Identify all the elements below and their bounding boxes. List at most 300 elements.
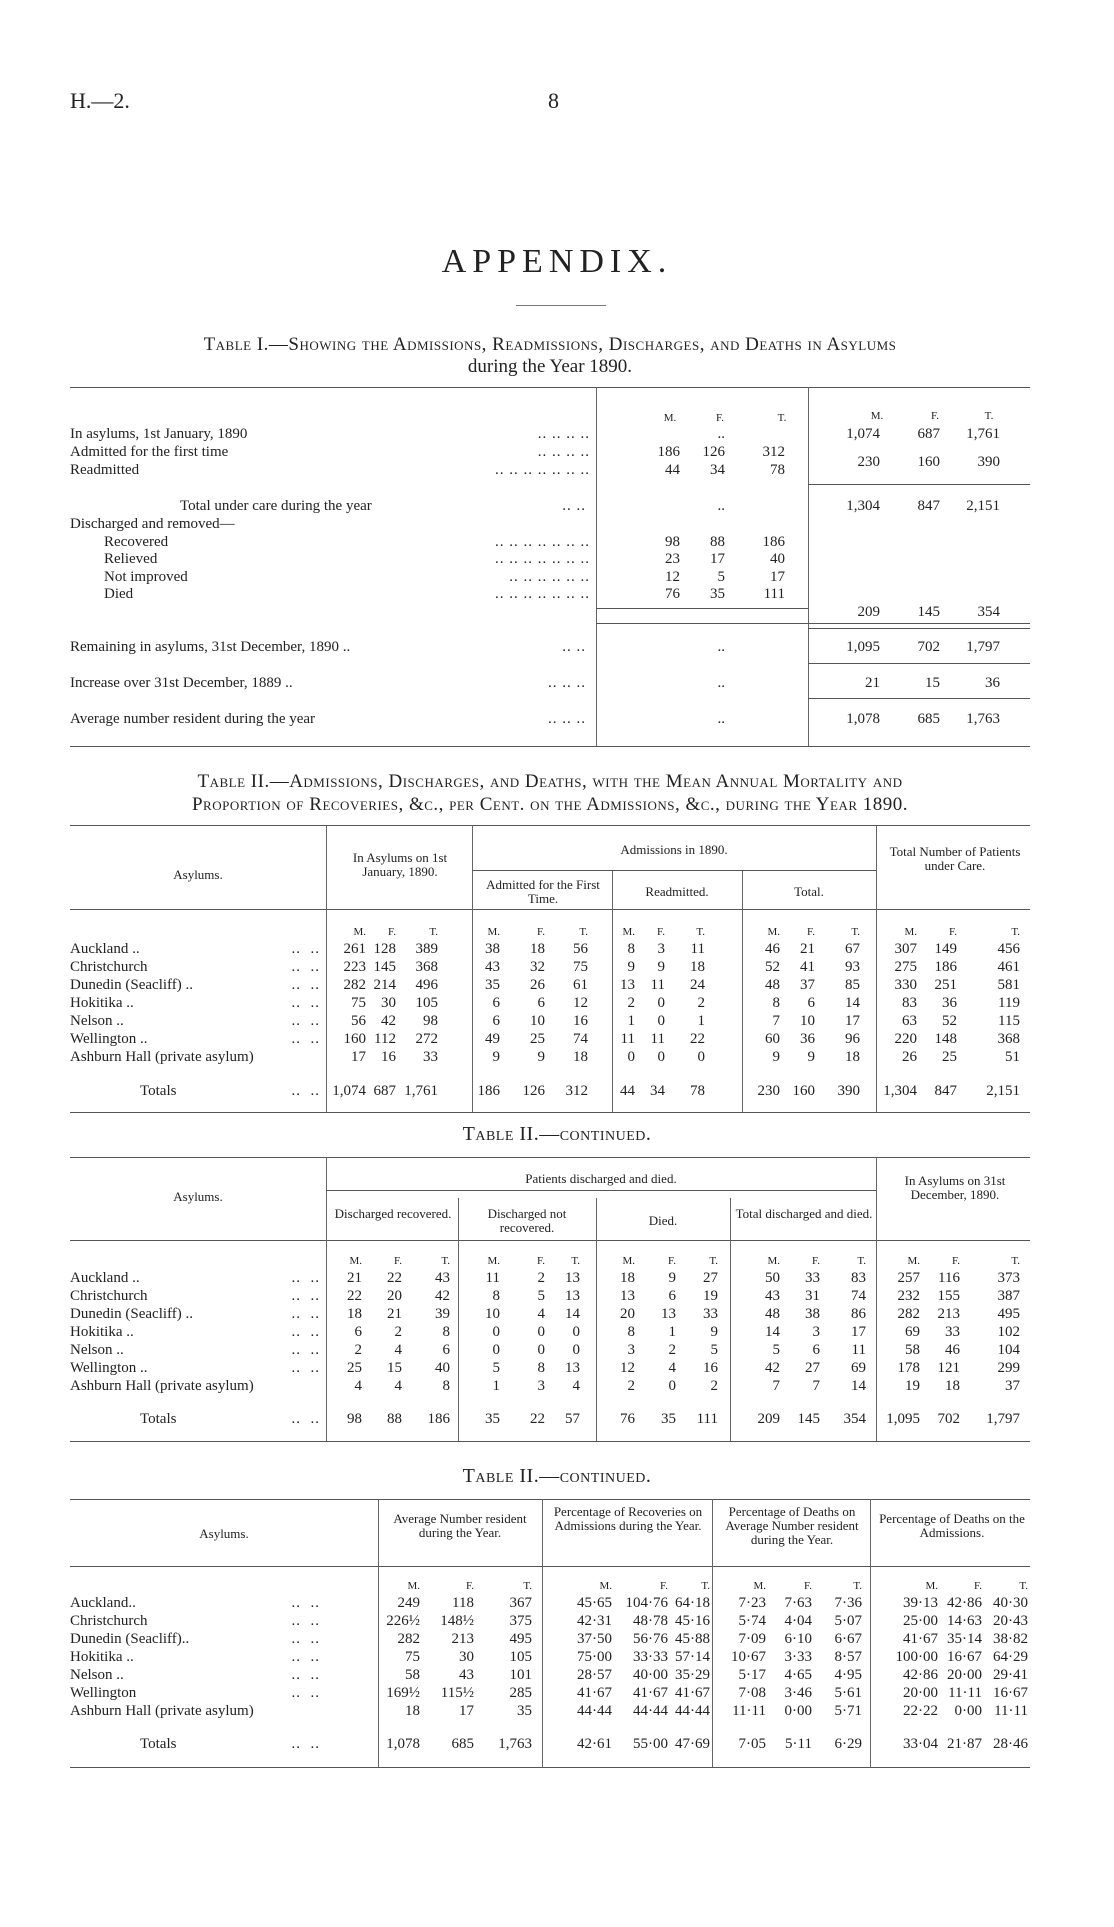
value-cell: 21 [387, 1306, 402, 1322]
value-cell: 8 [627, 1324, 635, 1340]
mft-label: T. [429, 926, 438, 938]
value-cell: 4 [394, 1342, 402, 1358]
value-cell: 495 [997, 1306, 1020, 1322]
value-cell: 121 [937, 1360, 960, 1376]
value-cell: 186 [657, 444, 680, 460]
mft-label: T. [853, 1580, 862, 1592]
mft-label: M. [767, 1255, 780, 1267]
rule [596, 623, 1030, 624]
value-cell: 4·95 [834, 1667, 862, 1683]
total-cell: 702 [937, 1411, 960, 1427]
value-cell: 43 [485, 959, 500, 975]
total-cell: 126 [522, 1083, 545, 1099]
value-cell: 22·22 [903, 1703, 938, 1719]
value-cell: 17 [351, 1049, 366, 1065]
value-cell: 14 [851, 1378, 866, 1394]
value-cell: 75 [573, 959, 588, 975]
value-cell: 105 [509, 1649, 532, 1665]
value-cell: 20 [620, 1306, 635, 1322]
value-cell: 14 [565, 1306, 580, 1322]
value-cell: 214 [373, 977, 396, 993]
value-cell: 15 [925, 675, 940, 691]
value-cell: 42 [381, 1013, 396, 1029]
value-cell: 26 [530, 977, 545, 993]
value-cell: 17 [770, 569, 785, 585]
mft-label: F. [668, 1255, 676, 1267]
value-cell: 685 [917, 711, 940, 727]
table-top-rule [70, 387, 1030, 388]
asylum-name: Ashburn Hall (private asylum) [70, 1049, 254, 1065]
value-cell: 15 [387, 1360, 402, 1376]
asylum-name: Ashburn Hall (private asylum) [70, 1703, 254, 1719]
mft-label: F. [807, 926, 815, 938]
asylum-name: Hokitika .. [70, 1324, 134, 1340]
value-cell: 52 [942, 1013, 957, 1029]
table-bottom-rule [70, 746, 1030, 747]
total-cell: 111 [696, 1411, 718, 1427]
value-cell: 6 [492, 1013, 500, 1029]
value-cell: 58 [405, 1667, 420, 1683]
header-left: H.—2. [70, 88, 130, 113]
value-cell: 10 [485, 1306, 500, 1322]
asylum-name: Dunedin (Seacliff) .. [70, 1306, 194, 1322]
value-cell: 16·67 [947, 1649, 982, 1665]
value-cell: 0 [537, 1342, 545, 1358]
value-cell: 98 [423, 1013, 438, 1029]
value-cell: 209 [857, 604, 880, 620]
value-cell: 40 [770, 551, 785, 567]
value-cell: 1 [627, 1013, 635, 1029]
mft-label: F. [657, 926, 665, 938]
total-cell: 5·11 [785, 1736, 812, 1752]
col-header: Total. [794, 884, 824, 899]
value-cell: 186 [762, 534, 785, 550]
value-cell: .. [717, 426, 725, 442]
value-cell: 119 [998, 995, 1020, 1011]
value-cell: 299 [997, 1360, 1020, 1376]
leader-dots: .. .. .. .. [537, 426, 590, 442]
mft-label: T. [1011, 1255, 1020, 1267]
row-label: Increase over 31st December, 1889 .. [70, 675, 293, 691]
rule [808, 698, 1030, 699]
total-cell: 22 [530, 1411, 545, 1427]
value-cell: 3 [627, 1342, 635, 1358]
value-cell: 83 [902, 995, 917, 1011]
value-cell: 41·67 [675, 1685, 710, 1701]
value-cell: 40·30 [993, 1595, 1028, 1611]
value-cell: 330 [894, 977, 917, 993]
value-cell: 5·07 [834, 1613, 862, 1629]
value-cell: 213 [937, 1306, 960, 1322]
mft-label: F. [952, 1255, 960, 1267]
value-cell: 44 [665, 462, 680, 478]
mft-label: M. [907, 1255, 920, 1267]
col-header: Asylums. [173, 867, 223, 882]
value-cell: 390 [977, 454, 1000, 470]
value-cell: 11·11 [948, 1685, 982, 1701]
value-cell: 18 [405, 1703, 420, 1719]
value-cell: 13 [565, 1288, 580, 1304]
value-cell: 5 [710, 1342, 718, 1358]
value-cell: 112 [374, 1031, 396, 1047]
value-cell: 4 [537, 1306, 545, 1322]
value-cell: 96 [845, 1031, 860, 1047]
value-cell: 35 [710, 586, 725, 602]
total-cell: 35 [485, 1411, 500, 1427]
value-cell: 76 [665, 586, 680, 602]
table-bottom-rule [70, 1441, 1030, 1442]
value-cell: .. [717, 675, 725, 691]
table3-caption: Table II.—continued. [462, 1123, 652, 1145]
value-cell: 51 [1005, 1049, 1020, 1065]
value-cell: 0·00 [954, 1703, 982, 1719]
value-cell: 25 [530, 1031, 545, 1047]
leader-dots: .. .. [291, 977, 320, 993]
value-cell: 36 [985, 675, 1000, 691]
total-cell: 33·04 [903, 1736, 938, 1752]
value-cell: 9 [710, 1324, 718, 1340]
value-cell: 148 [934, 1031, 957, 1047]
value-cell: 223 [343, 959, 366, 975]
total-cell: 687 [373, 1083, 396, 1099]
value-cell: 33 [703, 1306, 718, 1322]
value-cell: 24 [690, 977, 705, 993]
mft-label: M. [353, 926, 366, 938]
value-cell: 118 [452, 1595, 474, 1611]
mft-label: M. [349, 1255, 362, 1267]
value-cell: 102 [997, 1324, 1020, 1340]
col-header: Died. [648, 1213, 678, 1228]
value-cell: 160 [917, 454, 940, 470]
value-cell: 7 [772, 1378, 780, 1394]
value-cell: 155 [937, 1288, 960, 1304]
mft-label: T. [579, 926, 588, 938]
value-cell: 6 [442, 1342, 450, 1358]
value-cell: 1,074 [846, 426, 880, 442]
value-cell: 5·74 [738, 1613, 766, 1629]
mft-label: F. [466, 1580, 474, 1592]
value-cell: 13 [661, 1306, 676, 1322]
value-cell: 64·29 [993, 1649, 1028, 1665]
column-rule [596, 387, 597, 746]
value-cell: 19 [905, 1378, 920, 1394]
value-cell: 367 [509, 1595, 532, 1611]
title-rule [516, 305, 606, 306]
value-cell: 3·46 [784, 1685, 812, 1701]
value-cell: 7·23 [738, 1595, 766, 1611]
value-cell: 354 [977, 604, 1000, 620]
total-cell: 145 [797, 1411, 820, 1427]
value-cell: 18 [690, 959, 705, 975]
value-cell: 37 [1005, 1378, 1020, 1394]
value-cell: 56 [573, 941, 588, 957]
value-cell: 6 [492, 995, 500, 1011]
value-cell: 67 [845, 941, 860, 957]
mft-label: M. [925, 1580, 938, 1592]
leader-dots: .. .. [562, 639, 586, 655]
value-cell: 3·33 [784, 1649, 812, 1665]
value-cell: 8 [442, 1378, 450, 1394]
value-cell: 17 [710, 551, 725, 567]
value-cell: 5·61 [834, 1685, 862, 1701]
mft-label: M. [663, 412, 677, 424]
value-cell: 20·00 [903, 1685, 938, 1701]
value-cell: 74 [851, 1288, 866, 1304]
value-cell: 2 [394, 1324, 402, 1340]
value-cell: 11·11 [994, 1703, 1028, 1719]
value-cell: 14 [765, 1324, 780, 1340]
value-cell: 74 [573, 1031, 588, 1047]
value-cell: 105 [415, 995, 438, 1011]
mft-label: T. [851, 926, 860, 938]
value-cell: 69 [905, 1324, 920, 1340]
value-cell: 1 [697, 1013, 705, 1029]
column-rule [542, 1499, 543, 1767]
leader-dots: .. .. [291, 1736, 320, 1752]
value-cell: 35 [485, 977, 500, 993]
mft-label: T. [701, 1580, 710, 1592]
value-cell: 13 [620, 1288, 635, 1304]
col-header: Percentage of Deaths on Average Number resident during the Year. [725, 1504, 859, 1547]
table-bottom-rule [70, 1767, 1030, 1768]
value-cell: 1,797 [966, 639, 1000, 655]
total-cell: 1,763 [498, 1736, 532, 1752]
mft-label: F. [949, 926, 957, 938]
value-cell: 257 [897, 1270, 920, 1286]
value-cell: 169½ [386, 1685, 420, 1701]
value-cell: 368 [415, 959, 438, 975]
column-rule [712, 1499, 713, 1767]
value-cell: 44·44 [633, 1703, 668, 1719]
leader-dots: .. .. [291, 1667, 320, 1683]
value-cell: 45·65 [577, 1595, 612, 1611]
leader-dots: .. .. [291, 1411, 320, 1427]
value-cell: 2 [354, 1342, 362, 1358]
mft-label: F. [537, 926, 545, 938]
leader-dots: .. .. [291, 1306, 320, 1322]
value-cell: 42 [435, 1288, 450, 1304]
value-cell: 5 [772, 1342, 780, 1358]
value-cell: 11 [650, 977, 665, 993]
value-cell: 11·11 [732, 1703, 766, 1719]
value-cell: 16 [703, 1360, 718, 1376]
value-cell: 48·78 [633, 1613, 668, 1629]
value-cell: 9 [537, 1049, 545, 1065]
value-cell: 7·63 [784, 1595, 812, 1611]
value-cell: 220 [894, 1031, 917, 1047]
value-cell: 13 [565, 1270, 580, 1286]
header-bottom-rule [70, 909, 1030, 910]
value-cell: 44·44 [675, 1703, 710, 1719]
leader-dots: .. .. [562, 498, 586, 514]
mft-label: M. [487, 926, 500, 938]
mft-label: T. [777, 412, 787, 424]
col-header: Percentage of Recoveries on Admissions during the Year. [553, 1504, 703, 1533]
total-cell: 76 [620, 1411, 635, 1427]
mft-label: M. [622, 926, 635, 938]
header-bottom-rule [70, 1566, 1030, 1567]
value-cell: 5 [492, 1360, 500, 1376]
value-cell: 38 [805, 1306, 820, 1322]
value-cell: 160 [343, 1031, 366, 1047]
table4-caption: Table II.—continued. [462, 1465, 652, 1487]
value-cell: 10 [800, 1013, 815, 1029]
value-cell: 60 [765, 1031, 780, 1047]
value-cell: 282 [343, 977, 366, 993]
value-cell: 16·67 [993, 1685, 1028, 1701]
total-cell: 186 [427, 1411, 450, 1427]
mft-label: T. [696, 926, 705, 938]
value-cell: 40·00 [633, 1667, 668, 1683]
leader-dots: .. .. [291, 1685, 320, 1701]
rule [596, 608, 808, 609]
value-cell: 11 [485, 1270, 500, 1286]
leader-dots: .. .. .. .. .. .. .. [495, 586, 590, 602]
table-top-rule [70, 1499, 1030, 1500]
leader-dots: .. .. [291, 1342, 320, 1358]
value-cell: 44·44 [577, 1703, 612, 1719]
value-cell: 375 [509, 1613, 532, 1629]
value-cell: 75·00 [577, 1649, 612, 1665]
value-cell: 6 [807, 995, 815, 1011]
value-cell: 39·13 [903, 1595, 938, 1611]
value-cell: 35 [517, 1703, 532, 1719]
row-label: Relieved [104, 551, 158, 567]
value-cell: 2 [697, 995, 705, 1011]
value-cell: 88 [710, 534, 725, 550]
value-cell: 186 [934, 959, 957, 975]
value-cell: 25 [942, 1049, 957, 1065]
value-cell: .. [717, 711, 725, 727]
value-cell: 33 [805, 1270, 820, 1286]
value-cell: 61 [573, 977, 588, 993]
leader-dots: .. .. [291, 1649, 320, 1665]
leader-dots: .. .. .. .. .. .. [509, 569, 590, 585]
value-cell: 4 [394, 1378, 402, 1394]
value-cell: 43 [435, 1270, 450, 1286]
value-cell: 75 [351, 995, 366, 1011]
value-cell: 389 [415, 941, 438, 957]
value-cell: 42·86 [947, 1595, 982, 1611]
row-label: Readmitted [70, 462, 140, 478]
value-cell: 0 [657, 995, 665, 1011]
value-cell: 0 [572, 1324, 580, 1340]
table-top-rule [70, 1157, 1030, 1158]
row-label: Died [104, 586, 134, 602]
value-cell: 461 [997, 959, 1020, 975]
value-cell: 48 [765, 1306, 780, 1322]
leader-dots: .. .. .. .. [537, 444, 590, 460]
value-cell: 57·14 [675, 1649, 710, 1665]
leader-dots: .. .. [291, 1288, 320, 1304]
value-cell: 63 [902, 1013, 917, 1029]
value-cell: 38·82 [993, 1631, 1028, 1647]
mft-label: F. [537, 1255, 545, 1267]
value-cell: 1,095 [846, 639, 880, 655]
table2-caption-line2: Proportion of Recoveries, &c., per Cent. on the Admissions, &c., during the Year 1890. [191, 794, 909, 815]
total-cell: 354 [843, 1411, 866, 1427]
value-cell: 17 [459, 1703, 474, 1719]
value-cell: 83 [851, 1270, 866, 1286]
mft-label: M. [407, 1580, 420, 1592]
value-cell: 2 [710, 1378, 718, 1394]
value-cell: 261 [343, 941, 366, 957]
value-cell: 11 [650, 1031, 665, 1047]
value-cell: 2,151 [966, 498, 1000, 514]
value-cell: 11 [851, 1342, 866, 1358]
value-cell: 18 [347, 1306, 362, 1322]
value-cell: 52 [765, 959, 780, 975]
value-cell: 115 [998, 1013, 1020, 1029]
value-cell: 7 [812, 1378, 820, 1394]
asylum-name: Ashburn Hall (private asylum) [70, 1378, 254, 1394]
value-cell: 3 [537, 1378, 545, 1394]
value-cell: 37·50 [577, 1631, 612, 1647]
value-cell: 3 [812, 1324, 820, 1340]
leader-dots: .. .. [291, 1013, 320, 1029]
value-cell: 6·67 [834, 1631, 862, 1647]
mft-label: M. [767, 926, 780, 938]
asylum-name: Christchurch [70, 959, 148, 975]
value-cell: 30 [459, 1649, 474, 1665]
col-header: Total discharged and died. [735, 1206, 873, 1221]
value-cell: 19 [703, 1288, 718, 1304]
value-cell: 46 [765, 941, 780, 957]
value-cell: 9 [627, 959, 635, 975]
mft-label: F. [931, 410, 939, 422]
col-header: Discharged not recovered. [487, 1206, 567, 1235]
value-cell: .. [717, 498, 725, 514]
value-cell: 4 [354, 1378, 362, 1394]
value-cell: 104 [997, 1342, 1020, 1358]
mft-label: T. [984, 410, 994, 422]
asylum-name: Wellington .. [70, 1031, 148, 1047]
table1-caption: Table I.—Showing the Admissions, Readmissions, Discharges, and Deaths in Asylums [203, 334, 897, 355]
page-title: APPENDIX. [441, 243, 673, 280]
value-cell: 4·65 [784, 1667, 812, 1683]
value-cell: 12 [573, 995, 588, 1011]
value-cell: 64·18 [675, 1595, 710, 1611]
value-cell: 6·10 [784, 1631, 812, 1647]
col-header: Admitted for the First Time. [486, 877, 600, 906]
leader-dots: .. .. [291, 995, 320, 1011]
asylum-name: Auckland.. [70, 1595, 136, 1611]
value-cell: 17 [851, 1324, 866, 1340]
value-cell: 12 [665, 569, 680, 585]
value-cell: 78 [770, 462, 785, 478]
value-cell: 10 [530, 1013, 545, 1029]
value-cell: 18 [573, 1049, 588, 1065]
total-cell: 209 [757, 1411, 780, 1427]
col-header: In Asylums on 1st January, 1890. [352, 850, 448, 879]
leader-dots: .. .. .. .. .. .. .. [495, 534, 590, 550]
value-cell: 49 [485, 1031, 500, 1047]
total-cell: 1,761 [404, 1083, 438, 1099]
total-cell: 98 [347, 1411, 362, 1427]
col-header: Patients discharged and died. [525, 1171, 677, 1186]
asylum-name: Auckland .. [70, 1270, 140, 1286]
asylum-name: Christchurch [70, 1288, 148, 1304]
value-cell: 14 [845, 995, 860, 1011]
value-cell: 0 [657, 1049, 665, 1065]
value-cell: 251 [934, 977, 957, 993]
value-cell: 41·67 [903, 1631, 938, 1647]
total-cell: 7·05 [738, 1736, 766, 1752]
value-cell: 116 [938, 1270, 960, 1286]
value-cell: 272 [415, 1031, 438, 1047]
value-cell: 10·67 [731, 1649, 766, 1665]
row-label: Remaining in asylums, 31st December, 1890 .. [70, 639, 351, 655]
